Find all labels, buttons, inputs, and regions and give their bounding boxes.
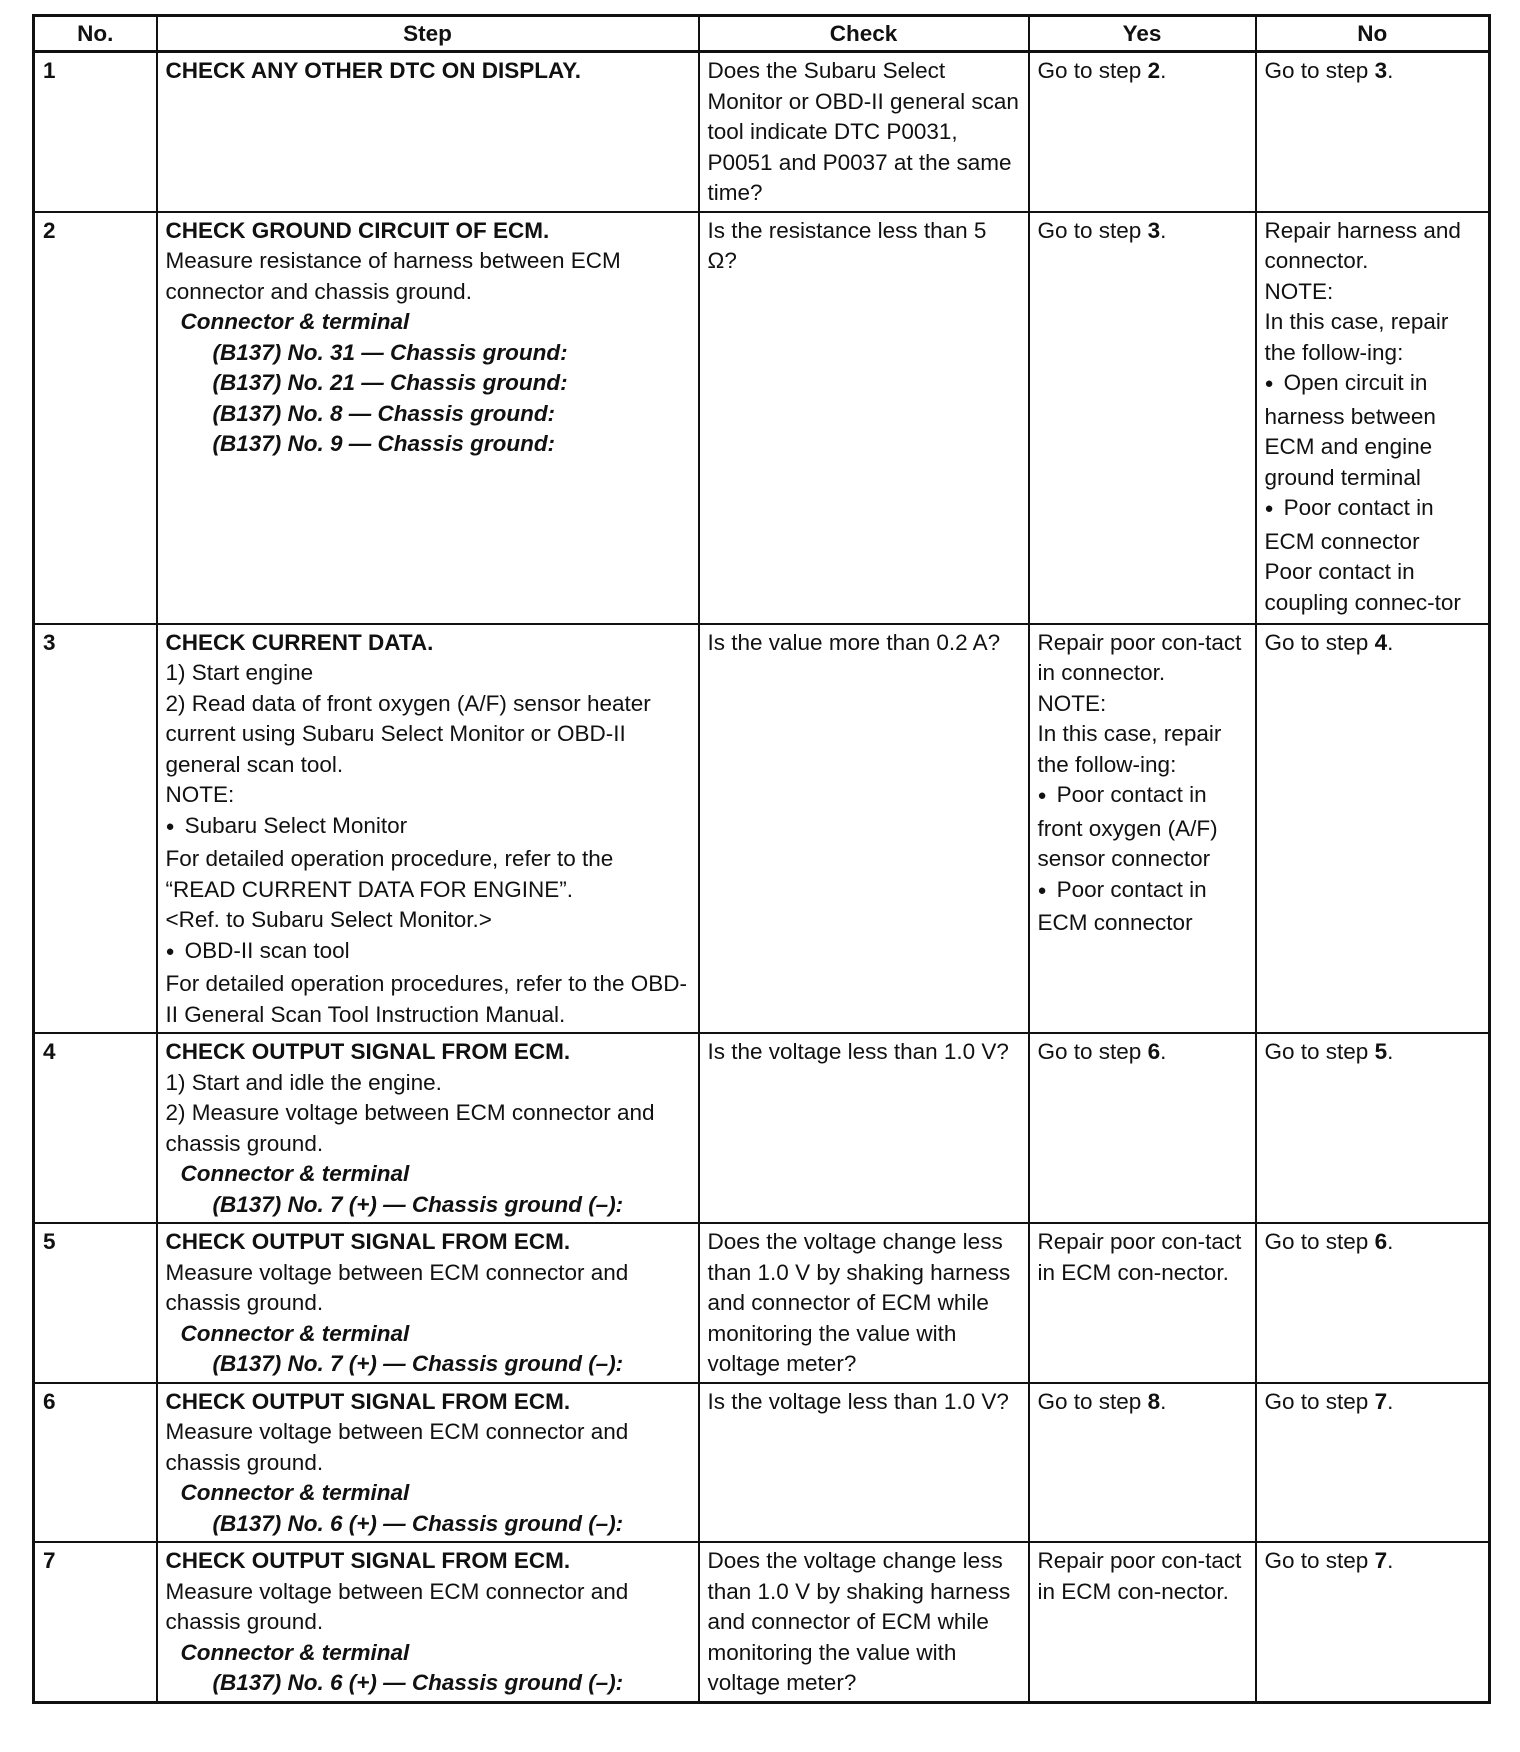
table-row [34, 1223, 1490, 1383]
no-go-suffix: . [1387, 629, 1394, 655]
table-row [34, 212, 1490, 624]
check-cell: Is the resistance less than 5 Ω? [699, 212, 1029, 624]
step-number-cell: 7 [34, 1542, 157, 1702]
yes-step-number: 2 [1147, 58, 1161, 83]
header-step: Step [157, 16, 699, 52]
yes-bullet-item: ● Poor contact in ECM connector [1038, 875, 1247, 939]
step-instruction: For detailed operation procedures, refer to the OBD-II General Scan Tool Instruction Manual. [165, 971, 688, 1027]
step-title: CHECK OUTPUT SIGNAL FROM ECM. [165, 1229, 571, 1254]
step-cell [157, 624, 699, 1034]
no-cell [1256, 624, 1490, 1034]
check-cell: Is the value more than 0.2 A? [699, 624, 1029, 1034]
no-go-prefix: Go to step [1264, 1388, 1375, 1414]
no-go-prefix: Go to step [1264, 1548, 1375, 1573]
no-go-suffix: . [1387, 1039, 1394, 1064]
step-bullet-item: ● Subaru Select Monitor [166, 811, 690, 845]
terminal-spec: (B137) No. 6 (+) — Chassis ground (–): [212, 1510, 624, 1536]
no-note-line: NOTE: [1264, 278, 1334, 304]
no-go-prefix: Go to step [1264, 629, 1375, 655]
table-row [34, 52, 1490, 212]
yes-go-suffix: . [1160, 1388, 1167, 1414]
terminal-spec: (B137) No. 31 — Chassis ground: [212, 339, 568, 365]
check-cell: Does the voltage change less than 1.0 V by shaking harness and connector of ECM while monitoring the value with voltage meter? [699, 1223, 1029, 1383]
check-cell: Does the Subaru Select Monitor or OBD-II general scan tool indicate DTC P0031, P0051 and P0037 at the same time? [699, 52, 1029, 212]
step-title: CHECK ANY OTHER DTC ON DISPLAY. [165, 58, 581, 83]
step-instruction: NOTE: [165, 782, 235, 807]
yes-cell [1029, 624, 1256, 1034]
yes-cell [1029, 1542, 1256, 1702]
header-no-result: No [1256, 16, 1490, 52]
step-number-cell: 6 [34, 1383, 157, 1543]
no-step-number: 7 [1374, 1388, 1388, 1414]
table-row [34, 1542, 1490, 1702]
terminal-spec: (B137) No. 6 (+) — Chassis ground (–): [212, 1670, 624, 1695]
no-go-to-step [1265, 1229, 1394, 1254]
terminal-spec: (B137) No. 21 — Chassis ground: [212, 370, 568, 395]
step-instruction: 2) Measure voltage between ECM connector and chassis ground. [165, 1100, 655, 1156]
no-cell [1256, 1542, 1490, 1702]
header-check: Check [699, 16, 1029, 52]
step-instruction: Measure resistance of harness between ECM connector and chassis ground. [165, 248, 621, 304]
header-yes: Yes [1029, 16, 1256, 52]
yes-cell [1029, 1383, 1256, 1543]
no-cell [1256, 212, 1490, 624]
step-number-cell: 4 [34, 1033, 157, 1223]
table-header-row [34, 16, 1490, 52]
no-go-suffix: . [1387, 1229, 1394, 1254]
step-number-cell: 1 [34, 52, 157, 212]
connector-terminal-label: Connector & terminal [180, 1639, 410, 1665]
yes-note-line: NOTE: [1037, 690, 1107, 716]
step-cell [157, 212, 699, 624]
step-cell [157, 1542, 699, 1702]
yes-go-prefix: Go to step [1037, 58, 1148, 83]
no-bullet-item: ● Open circuit in harness between ECM and engine ground terminal [1265, 368, 1481, 493]
step-bullet-item: ● OBD-II scan tool [166, 936, 690, 970]
no-go-to-step [1265, 1389, 1394, 1414]
no-note-line: Poor contact in coupling connec-tor [1264, 559, 1461, 615]
step-cell [157, 52, 699, 212]
no-step-number: 4 [1374, 629, 1388, 655]
step-instruction: 1) Start and idle the engine. [165, 1069, 442, 1095]
no-step-number: 7 [1374, 1548, 1388, 1573]
step-title: CHECK OUTPUT SIGNAL FROM ECM. [165, 1388, 571, 1414]
yes-go-to-step [1038, 1389, 1167, 1414]
no-go-suffix: . [1387, 1548, 1394, 1573]
connector-terminal-label: Connector & terminal [180, 1161, 410, 1186]
yes-note-line: Repair poor con-tact in ECM con-nector. [1037, 1548, 1242, 1604]
yes-cell [1029, 1033, 1256, 1223]
yes-step-number: 3 [1147, 217, 1161, 243]
step-title: CHECK OUTPUT SIGNAL FROM ECM. [165, 1548, 571, 1573]
yes-cell [1029, 212, 1256, 624]
step-instruction: For detailed operation procedure, refer to the “READ CURRENT DATA FOR ENGINE”. [165, 846, 614, 902]
yes-cell [1029, 52, 1256, 212]
no-go-prefix: Go to step [1264, 58, 1375, 83]
no-cell [1256, 52, 1490, 212]
terminal-spec: (B137) No. 9 — Chassis ground: [212, 431, 556, 456]
no-go-to-step [1265, 1548, 1394, 1573]
no-go-suffix: . [1387, 1388, 1394, 1414]
step-instruction: 2) Read data of front oxygen (A/F) sensor heater current using Subaru Select Monitor or OBD-II general scan tool. [165, 690, 651, 777]
terminal-spec: (B137) No. 7 (+) — Chassis ground (–): [212, 1191, 624, 1217]
no-cell [1256, 1223, 1490, 1383]
step-cell [157, 1383, 699, 1543]
no-step-number: 6 [1374, 1229, 1388, 1254]
yes-step-number: 8 [1147, 1388, 1161, 1414]
connector-terminal-label: Connector & terminal [180, 1480, 410, 1505]
table-row [34, 1383, 1490, 1543]
yes-go-prefix: Go to step [1037, 217, 1148, 243]
step-title: CHECK GROUND CIRCUIT OF ECM. [165, 217, 550, 243]
yes-bullet-item: ● Poor contact in front oxygen (A/F) sensor connector [1038, 780, 1247, 875]
step-instruction: Measure voltage between ECM connector and chassis ground. [165, 1419, 629, 1475]
table-row [34, 1033, 1490, 1223]
terminal-spec: (B137) No. 7 (+) — Chassis ground (–): [212, 1351, 624, 1376]
check-cell: Does the voltage change less than 1.0 V by shaking harness and connector of ECM while monitoring the value with voltage meter? [699, 1542, 1029, 1702]
step-cell [157, 1223, 699, 1383]
yes-go-suffix: . [1160, 217, 1167, 243]
yes-cell [1029, 1223, 1256, 1383]
yes-step-number: 6 [1147, 1039, 1161, 1064]
step-number-cell: 5 [34, 1223, 157, 1383]
step-instruction: <Ref. to Subaru Select Monitor.> [165, 907, 492, 932]
no-note-line: In this case, repair the follow-ing: [1264, 309, 1449, 365]
no-cell [1256, 1033, 1490, 1223]
yes-go-to-step [1038, 58, 1167, 83]
no-go-prefix: Go to step [1264, 1229, 1375, 1254]
yes-go-suffix: . [1160, 58, 1167, 83]
step-instruction: Measure voltage between ECM connector and chassis ground. [165, 1578, 629, 1634]
no-go-to-step [1265, 1039, 1394, 1064]
yes-note-line: In this case, repair the follow-ing: [1037, 721, 1222, 777]
connector-terminal-label: Connector & terminal [180, 309, 410, 334]
no-go-to-step [1265, 630, 1394, 655]
step-number-cell: 2 [34, 212, 157, 624]
table-body [34, 52, 1490, 1703]
check-cell: Is the voltage less than 1.0 V? [699, 1033, 1029, 1223]
no-bullet-item: ● Poor contact in ECM connector [1265, 493, 1481, 557]
table-row [34, 624, 1490, 1034]
yes-go-prefix: Go to step [1037, 1039, 1148, 1064]
check-cell: Is the voltage less than 1.0 V? [699, 1383, 1029, 1543]
yes-go-prefix: Go to step [1037, 1388, 1148, 1414]
no-go-prefix: Go to step [1264, 1039, 1375, 1064]
connector-terminal-label: Connector & terminal [180, 1320, 410, 1346]
no-note-line: Repair harness and connector. [1264, 217, 1461, 273]
yes-go-to-step [1038, 218, 1167, 243]
step-cell [157, 1033, 699, 1223]
no-cell [1256, 1383, 1490, 1543]
step-number-cell: 3 [34, 624, 157, 1034]
step-title: CHECK OUTPUT SIGNAL FROM ECM. [165, 1039, 571, 1064]
no-step-number: 5 [1374, 1039, 1388, 1064]
yes-go-suffix: . [1160, 1039, 1167, 1064]
step-instruction: 1) Start engine [165, 660, 314, 685]
header-no: No. [34, 16, 157, 52]
step-title: CHECK CURRENT DATA. [165, 629, 434, 655]
yes-note-line: Repair poor con-tact in connector. [1037, 629, 1242, 685]
yes-note-line: Repair poor con-tact in ECM con-nector. [1037, 1229, 1242, 1285]
no-step-number: 3 [1374, 58, 1388, 83]
terminal-spec: (B137) No. 8 — Chassis ground: [212, 400, 556, 426]
no-go-to-step [1265, 58, 1394, 83]
yes-go-to-step [1038, 1039, 1167, 1064]
no-go-suffix: . [1387, 58, 1394, 83]
diagnostic-procedure-table [32, 14, 1491, 1704]
step-instruction: Measure voltage between ECM connector and chassis ground. [165, 1259, 629, 1315]
